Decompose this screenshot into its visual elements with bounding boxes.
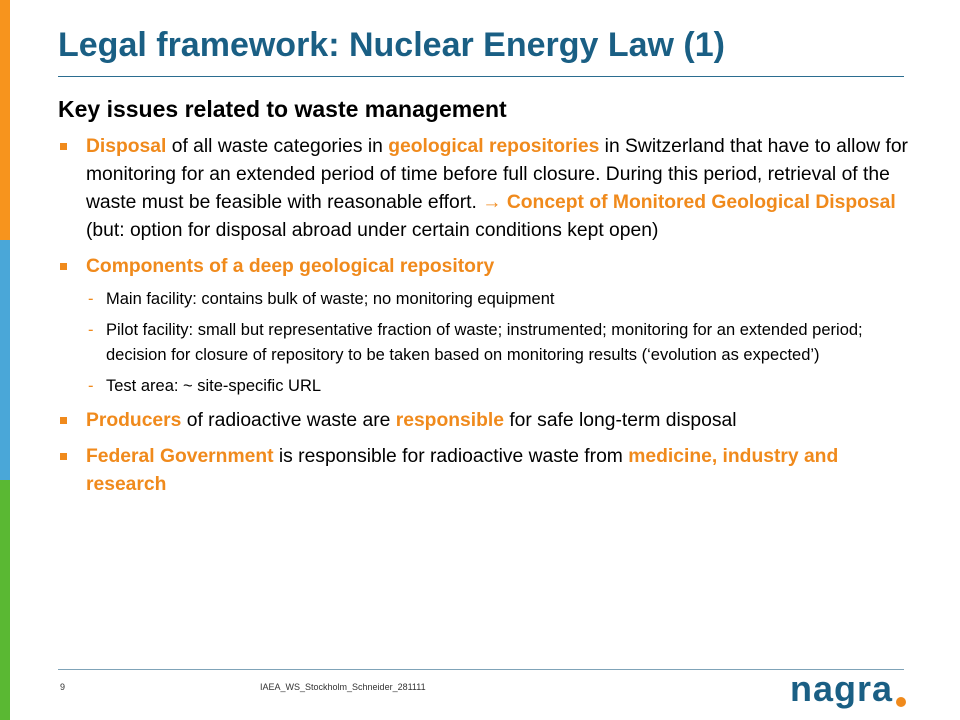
dash-icon: - <box>88 377 94 395</box>
title-divider <box>58 76 904 77</box>
slide-title: Legal framework: Nuclear Energy Law (1) <box>58 26 725 64</box>
dash-icon: - <box>88 290 94 308</box>
highlight-geological-repositories: geological repositories <box>388 136 600 157</box>
document-id: IAEA_WS_Stockholm_Schneider_281111 <box>260 682 426 692</box>
list-item: - Test area: ~ site-specific URL <box>86 374 908 399</box>
highlight-producers: Producers <box>86 410 182 431</box>
dash-icon: - <box>88 321 94 339</box>
accent-bar-orange <box>0 0 10 240</box>
bullet-producers: Producers of radioactive waste are responsible for safe long-term disposal <box>58 407 908 435</box>
logo-dot-icon <box>896 697 906 707</box>
page-number: 9 <box>60 682 66 692</box>
highlight-concept: Concept of Monitored Geological Disposal <box>501 192 896 213</box>
accent-bar-green <box>0 480 10 720</box>
highlight-responsible: responsible <box>395 410 504 431</box>
bullet-text-note: (but: option for disposal abroad under certain conditions kept open) <box>86 220 659 241</box>
list-item: - Main facility: contains bulk of waste; no monitoring equipment <box>86 287 908 312</box>
highlight-components: Components of a deep geological repository <box>86 256 495 277</box>
bullet-federal-government: Federal Government is responsible for radioactive waste from medicine, industry and research <box>58 443 908 499</box>
bullet-disposal <box>58 133 908 245</box>
bullet-square-icon <box>60 453 67 460</box>
footer-divider <box>58 669 904 670</box>
bullet-text: in Switzerland that have to allow for monitoring for an extended period of time before full closure. During this period, retrieval of the waste must be feasible with reasonable effort. <box>86 136 908 213</box>
slide-content <box>58 96 908 507</box>
arrow-icon: → <box>482 192 502 213</box>
highlight-medicine-industry-research: medicine, industry and research <box>86 446 839 495</box>
slide-subtitle: Key issues related to waste management <box>58 96 507 122</box>
bullet-components <box>58 253 908 399</box>
bullet-square-icon <box>60 143 67 150</box>
list-item: - Pilot facility: small but representative fraction of waste; instrumented; monitoring for an extended period; decision for closure of repository to be taken based on monitoring results (‘evolution as expected’) <box>86 318 908 368</box>
bullet-text: of all waste categories in <box>166 136 389 157</box>
component-list <box>86 287 908 399</box>
accent-bar-blue <box>0 240 10 480</box>
nagra-logo: nagra <box>790 668 894 709</box>
bullet-square-icon <box>60 263 67 270</box>
highlight-federal-government: Federal Government <box>86 446 274 467</box>
bullet-square-icon <box>60 417 67 424</box>
highlight-disposal: Disposal <box>86 136 167 157</box>
